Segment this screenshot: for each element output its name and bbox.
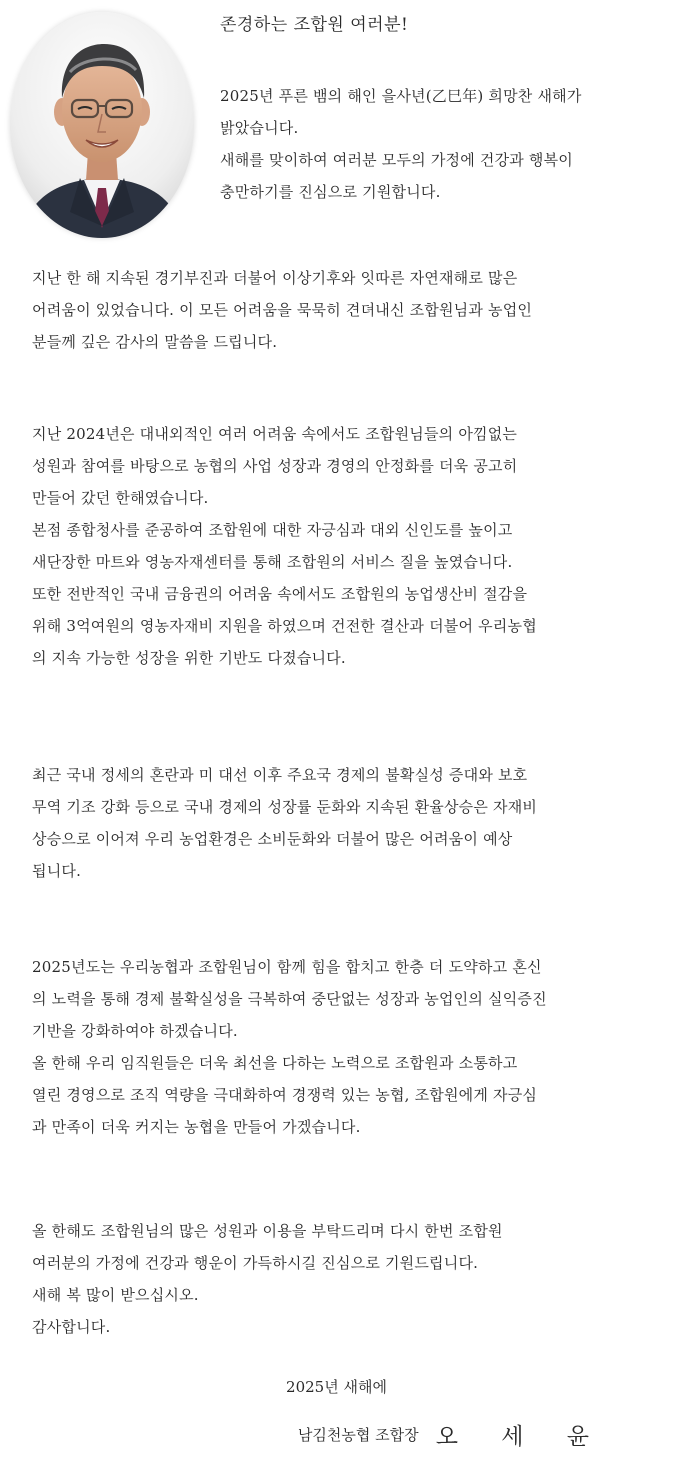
text-line: 열린 경영으로 조직 역량을 극대화하여 경쟁력 있는 농협, 조합원에게 자긍심: [32, 1086, 538, 1104]
text-line: 만들어 갔던 한해였습니다.: [32, 489, 209, 507]
text-line: 분들께 깊은 감사의 말씀을 드립니다.: [32, 333, 278, 351]
text-line: 충만하기를 진심으로 기원합니다.: [220, 183, 441, 201]
text-line: 2025년도는 우리농협과 조합원님이 함께 힘을 합치고 한층 더 도약하고 혼신: [32, 958, 542, 976]
text-line: 성원과 참여를 바탕으로 농협의 사업 성장과 경영의 안정화를 더욱 공고히: [32, 457, 518, 475]
intro-paragraph: [220, 80, 660, 208]
text-line: 여러분의 가정에 건강과 행운이 가득하시길 진심으로 기원드립니다.: [32, 1254, 479, 1272]
text-line: 됩니다.: [32, 862, 82, 880]
text-line: 지난 한 해 지속된 경기부진과 더불어 이상기후와 잇따른 자연재해로 많은: [32, 269, 518, 287]
paragraph-1: [32, 262, 658, 358]
signature-name: 오 세 윤: [435, 1424, 607, 1450]
text-line: 어려움이 있었습니다. 이 모든 어려움을 묵묵히 견뎌내신 조합원님과 농업인: [32, 301, 533, 319]
text-line: 위해 3억여원의 영농자재비 지원을 하였으며 건전한 결산과 더불어 우리농협: [32, 617, 537, 635]
text-line: 또한 전반적인 국내 금융권의 어려움 속에서도 조합원의 농업생산비 절감을: [32, 585, 528, 603]
text-line: 올 한해 우리 임직원들은 더욱 최선을 다하는 노력으로 조합원과 소통하고: [32, 1054, 518, 1072]
paragraph-4: [32, 951, 658, 1143]
text-line: 본점 종합청사를 준공하여 조합원에 대한 자긍심과 대외 신인도를 높이고: [32, 521, 513, 539]
text-line: 과 만족이 더욱 커지는 농협을 만들어 가겠습니다.: [32, 1118, 361, 1136]
closing-date: 2025년 새해에: [286, 1378, 387, 1396]
text-line: 2025년 푸른 뱀의 해인 을사년(乙巳年) 희망찬 새해가: [220, 87, 582, 105]
signature: [298, 1418, 607, 1451]
text-line: 감사합니다.: [32, 1318, 111, 1336]
text-line: 무역 기조 강화 등으로 국내 경제의 성장률 둔화와 지속된 환율상승은 자재비: [32, 798, 538, 816]
text-line: 의 노력을 통해 경제 불확실성을 극복하여 중단없는 성장과 농업인의 실익증진: [32, 990, 547, 1008]
greeting-heading: 존경하는 조합원 여러분!: [220, 15, 409, 35]
text-line: 지난 2024년은 대내외적인 여러 어려움 속에서도 조합원님들의 아낌없는: [32, 425, 518, 443]
text-line: 새단장한 마트와 영농자재센터를 통해 조합원의 서비스 질을 높였습니다.: [32, 553, 513, 571]
text-line: 올 한해도 조합원님의 많은 성원과 이용을 부탁드리며 다시 한번 조합원: [32, 1222, 503, 1240]
paragraph-5: [32, 1215, 658, 1343]
text-line: 기반을 강화하여야 하겠습니다.: [32, 1022, 238, 1040]
text-line: 새해를 맞이하여 여러분 모두의 가정에 건강과 행복이: [220, 151, 573, 169]
paragraph-3: [32, 759, 658, 887]
text-line: 상승으로 이어져 우리 농업환경은 소비둔화와 더불어 많은 어려움이 예상: [32, 830, 513, 848]
paragraph-2: [32, 418, 658, 674]
portrait-photo: [10, 12, 194, 238]
text-line: 의 지속 가능한 성장을 위한 기반도 다졌습니다.: [32, 649, 346, 667]
text-line: 밝았습니다.: [220, 119, 299, 137]
text-line: 최근 국내 정세의 혼란과 미 대선 이후 주요국 경제의 불확실성 증대와 보호: [32, 766, 528, 784]
text-line: 새해 복 많이 받으십시오.: [32, 1286, 199, 1304]
signature-organization: 남김천농협 조합장: [297, 1426, 419, 1444]
